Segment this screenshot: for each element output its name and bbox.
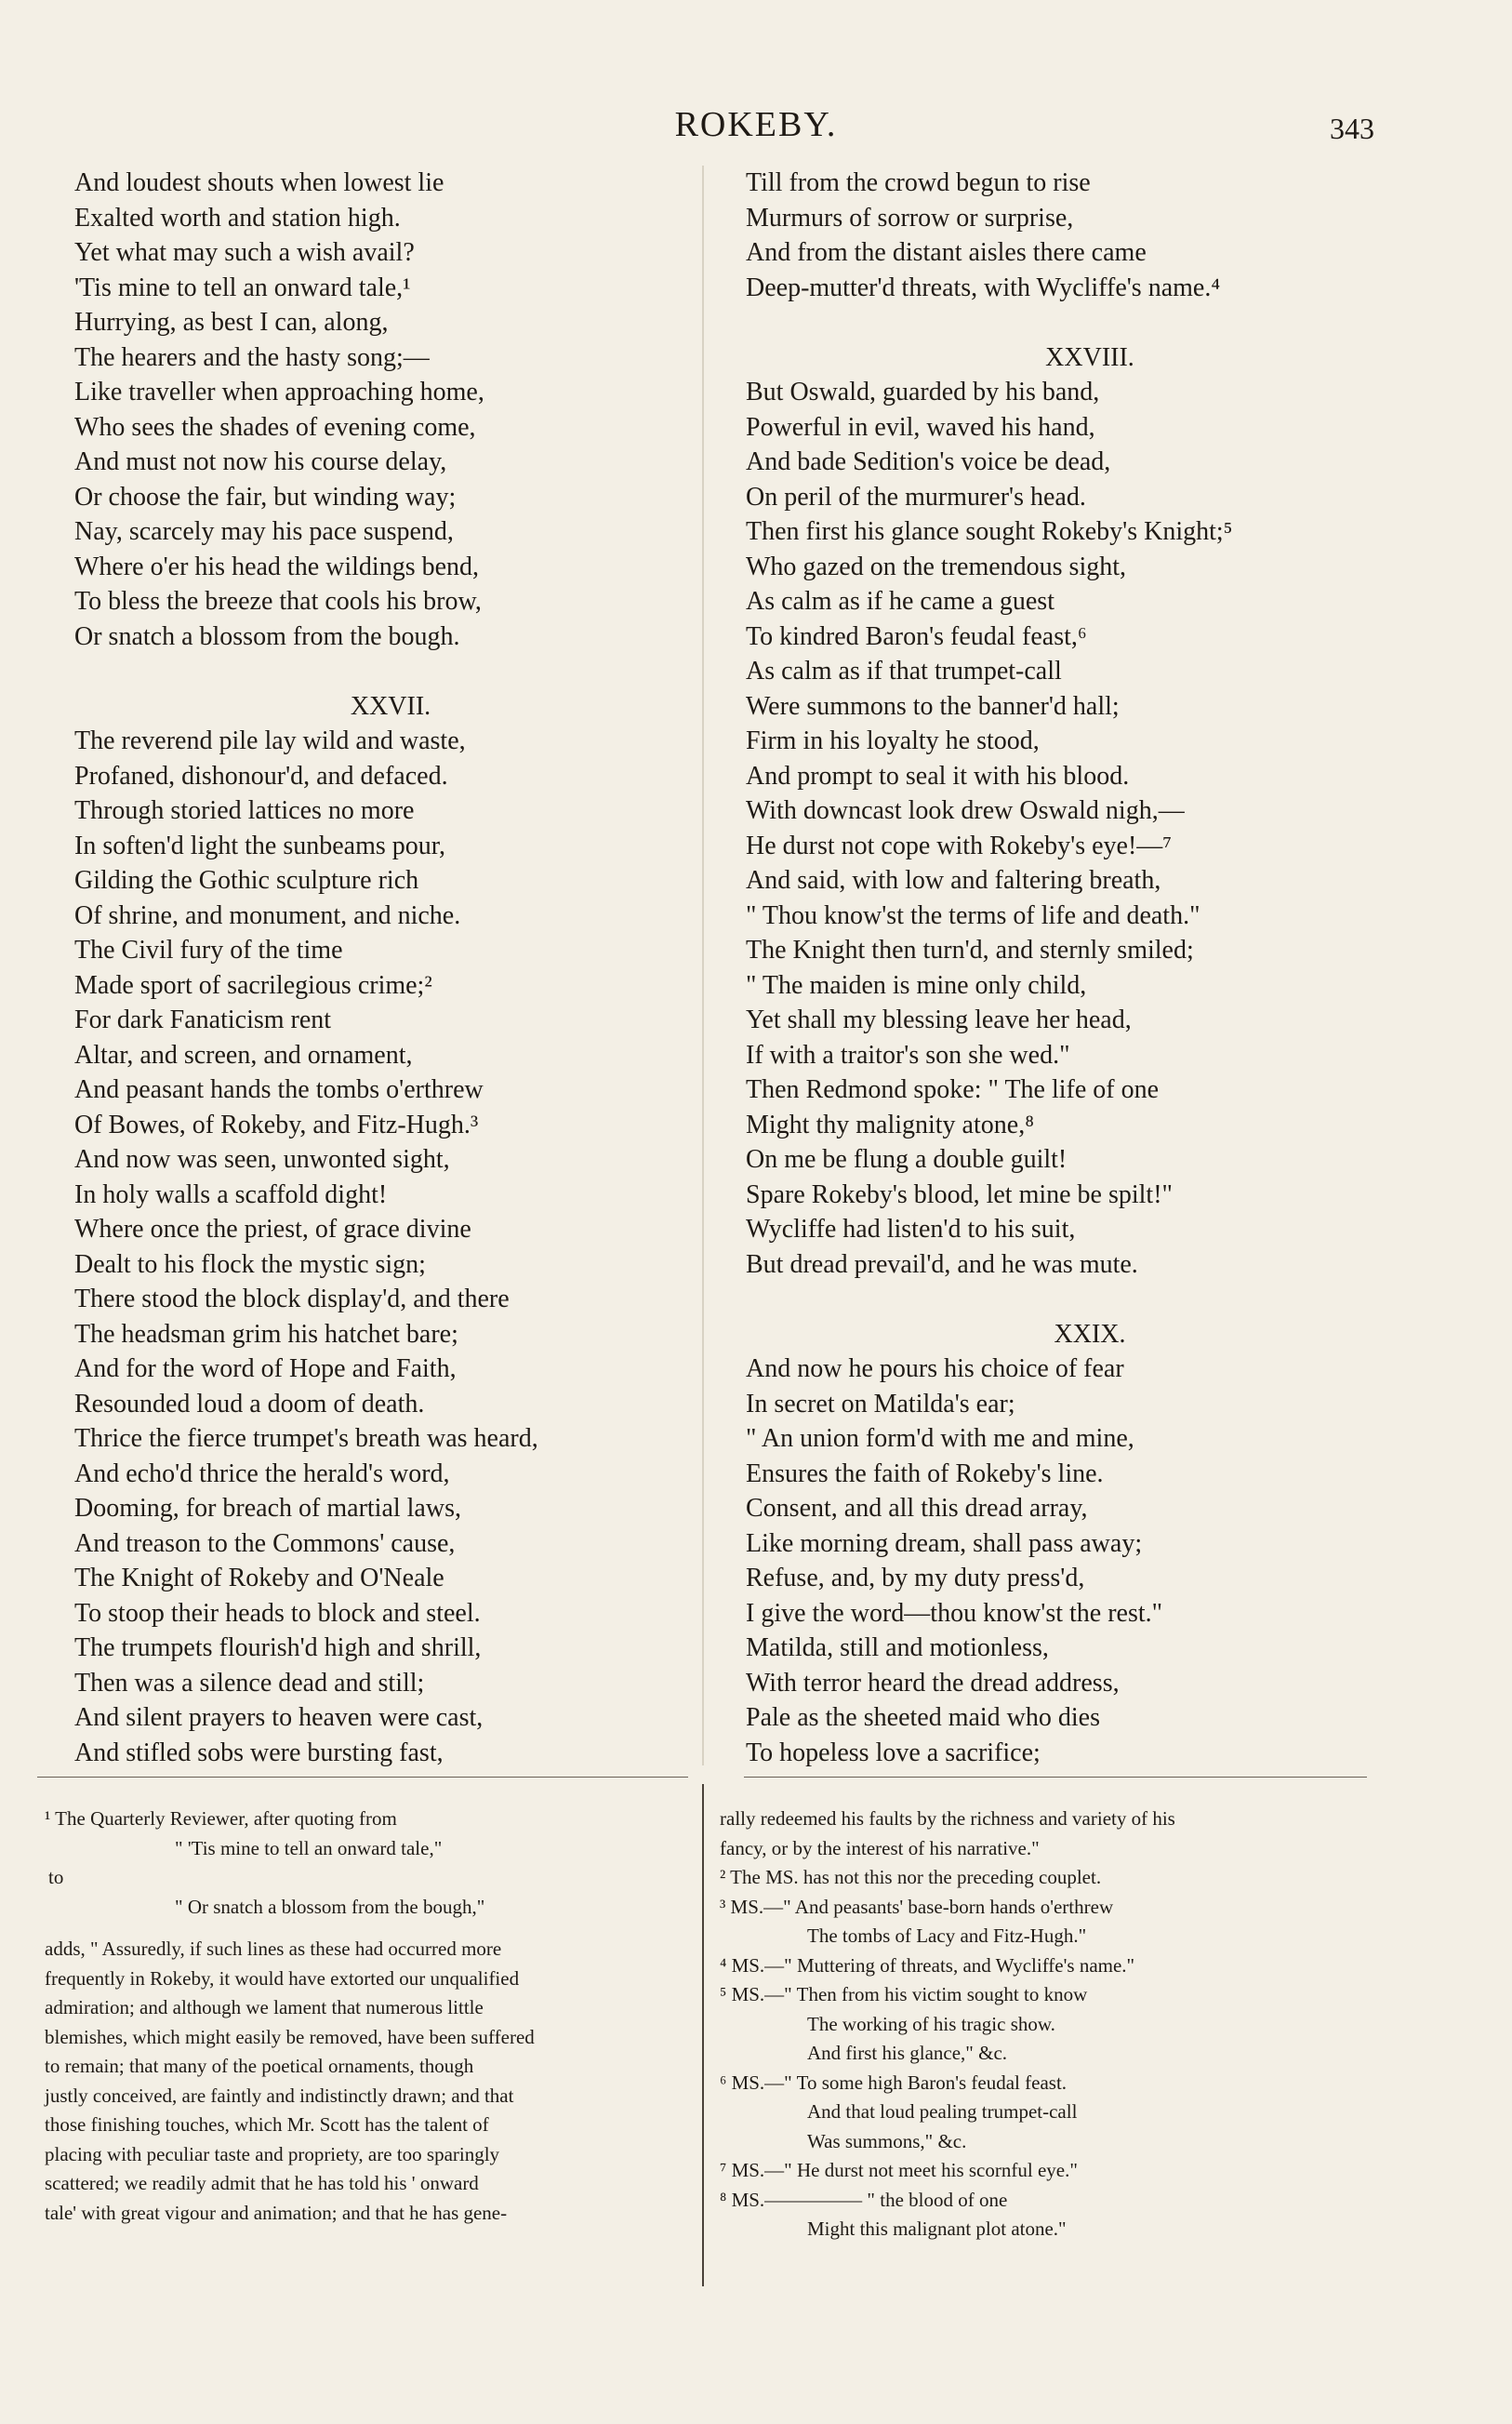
running-head-title: ROKEBY. [674, 105, 838, 144]
footnote-4: ⁴ MS.—" Muttering of threats, and Wycliffe's name." [720, 1953, 1135, 1977]
poem-line: And peasant hands the tombs o'erthrew [74, 1075, 484, 1104]
poem-line: With downcast look drew Oswald nigh,— [746, 796, 1185, 825]
poem-line: Exalted worth and station high. [74, 203, 401, 233]
poem-line: And bade Sedition's voice be dead, [746, 447, 1111, 476]
poem-line: And now was seen, unwonted sight, [74, 1145, 450, 1174]
footnote-7: ⁷ MS.—" He durst not meet his scornful eye." [720, 2159, 1078, 2181]
poem-line: Yet shall my blessing leave her head, [746, 1006, 1132, 1034]
poem-line: Pale as the sheeted maid who dies [746, 1703, 1101, 1732]
footnote-5-cont-1: The working of his tragic show. [807, 2012, 1055, 2035]
poem-line: Profaned, dishonour'd, and defaced. [74, 761, 448, 791]
poem-line: The trumpets flourish'd high and shrill, [74, 1633, 482, 1662]
poem-line: Powerful in evil, waved his hand, [746, 412, 1095, 442]
stanza-heading-xxviii: XXVIII. [1045, 342, 1134, 372]
footnote-5: ⁵ MS.—" Then from his victim sought to know [720, 1983, 1088, 2005]
poem-line: And now he pours his choice of fear [746, 1354, 1124, 1383]
poem-line: Then Redmond spoke: " The life of one [746, 1075, 1160, 1104]
poem-line: Wycliffe had listen'd to his suit, [746, 1215, 1076, 1244]
poem-line: " Thou know'st the terms of life and death." [746, 900, 1200, 930]
footnote-text-line: those finishing touches, which Mr. Scott has the talent of [45, 2113, 489, 2136]
poem-line: Then was a silence dead and still; [74, 1668, 425, 1698]
footnote-6-cont-2: Was summons," &c. [807, 2129, 967, 2152]
footnote-text-line: adds, " Assuredly, if such lines as these had occurred more [45, 1938, 502, 1960]
poem-line: Spare Rokeby's blood, let mine be spilt!" [746, 1179, 1173, 1209]
poem-line: With terror heard the dread address, [746, 1668, 1120, 1698]
footnotes-right [720, 1805, 1408, 2244]
poem-line: And treason to the Commons' cause, [74, 1528, 456, 1558]
left-poem-column [74, 166, 707, 1770]
right-stanza-continuation [746, 166, 1434, 305]
poem-line: Or snatch a blossom from the bough. [74, 621, 460, 651]
poem-line: And said, with low and faltering breath, [746, 866, 1161, 895]
poem-line: In holy walls a scaffold dight! [74, 1179, 388, 1209]
poem-line: Through storied lattices no more [74, 796, 415, 825]
poem-line: Gilding the Gothic sculpture rich [74, 866, 419, 895]
poem-line: Who gazed on the tremendous sight, [746, 552, 1127, 581]
poem-line: Where once the priest, of grace divine [74, 1215, 471, 1244]
poem-line: He durst not cope with Rokeby's eye!—⁷ [746, 831, 1173, 860]
poem-line: Or choose the fair, but winding way; [74, 482, 457, 512]
footnote-text-line: placing with peculiar taste and propriety, are too sparingly [45, 2142, 500, 2165]
poem-line: The headsman grim his hatchet bare; [74, 1319, 458, 1349]
footnote-6-cont-1: And that loud pealing trumpet-call [807, 2100, 1078, 2123]
left-stanza-continuation [74, 166, 707, 654]
footnote-rule-right [744, 1777, 1367, 1778]
stanza-xxix-lines [746, 1352, 1434, 1770]
footnote-text-line: fancy, or by the interest of his narrative." [720, 1836, 1040, 1859]
poem-line: Hurrying, as best I can, along, [74, 308, 389, 337]
poem-line: Made sport of sacrilegious crime;² [74, 970, 432, 1000]
footnote-1-intro: ¹ The Quarterly Reviewer, after quoting from [45, 1807, 397, 1830]
poem-line: As calm as if that trumpet-call [746, 657, 1062, 686]
poem-line: Yet what may such a wish avail? [74, 238, 415, 267]
footnote-text-line: justly conceived, are faintly and indistinctly drawn; and that [45, 2084, 514, 2107]
poem-line: In secret on Matilda's ear; [746, 1389, 1015, 1418]
poem-line: But dread prevail'd, and he was mute. [746, 1249, 1138, 1279]
footnote-2: ² The MS. has not this nor the preceding couplet. [720, 1866, 1102, 1888]
poem-line: Like traveller when approaching home, [74, 378, 484, 406]
footnote-rule-left [37, 1777, 688, 1778]
poem-line: Deep-mutter'd threats, with Wycliffe's name.⁴ [746, 273, 1221, 302]
footnote-1-continuation [720, 1805, 1408, 1863]
poem-line: Then first his glance sought Rokeby's Knight;⁵ [746, 517, 1233, 546]
footnote-5-cont-2: And first his glance," &c. [807, 2042, 1008, 2064]
footnote-text-line: blemishes, which might easily be removed, have been suffered [45, 2025, 535, 2048]
poem-line: The Knight then turn'd, and sternly smiled; [746, 936, 1194, 965]
poem-line: Matilda, still and motionless, [746, 1633, 1049, 1662]
poem-line: " The maiden is mine only child, [746, 970, 1087, 1000]
poem-line: The reverend pile lay wild and waste, [74, 726, 466, 755]
poem-line: To kindred Baron's feudal feast,⁶ [746, 621, 1087, 651]
poem-line: To hopeless love a sacrifice; [746, 1738, 1041, 1767]
poem-line: Like morning dream, shall pass away; [746, 1528, 1143, 1558]
poem-line: Who sees the shades of evening come, [74, 412, 476, 442]
poem-line: 'Tis mine to tell an onward tale,¹ [74, 273, 411, 302]
footnote-text-line: frequently in Rokeby, it would have extorted our unqualified [45, 1966, 520, 1990]
footnote-text-line: rally redeemed his faults by the richness and variety of his [720, 1807, 1175, 1830]
footnote-8: ⁸ MS.————— " the blood of one [720, 2188, 1008, 2211]
footnote-divider [702, 1784, 704, 2286]
poem-line: Were summons to the banner'd hall; [746, 691, 1120, 721]
footnote-1-paragraph [45, 1935, 690, 2228]
stanza-xxviii-lines [746, 375, 1434, 1282]
poem-line: The Knight of Rokeby and O'Neale [74, 1564, 444, 1592]
poem-line: In soften'd light the sunbeams pour, [74, 831, 445, 860]
poem-line: And stifled sobs were bursting fast, [74, 1738, 444, 1767]
poem-line: To bless the breeze that cools his brow, [74, 587, 482, 616]
poem-line: Nay, scarcely may his pace suspend, [74, 517, 454, 546]
poem-line: For dark Fanaticism rent [74, 1006, 332, 1034]
poem-line: Might thy malignity atone,⁸ [746, 1110, 1034, 1139]
poem-line: Ensures the faith of Rokeby's line. [746, 1458, 1104, 1488]
poem-line: And for the word of Hope and Faith, [74, 1354, 457, 1383]
footnote-1-to: to [48, 1866, 64, 1888]
footnote-text-line: scattered; we readily admit that he has told his ' onward [45, 2172, 479, 2194]
poem-line: Consent, and all this dread array, [746, 1494, 1088, 1523]
poem-line: Murmurs of sorrow or surprise, [746, 203, 1074, 233]
poem-line: Dealt to his flock the mystic sign; [74, 1249, 426, 1279]
poem-line: Resounded loud a doom of death. [74, 1389, 425, 1418]
poem-line: On peril of the murmurer's head. [746, 482, 1086, 512]
poem-line: If with a traitor's son she wed." [746, 1040, 1070, 1070]
footnote-3: ³ MS.—" And peasants' base-born hands o'erthrew [720, 1895, 1114, 1918]
poem-line: Thrice the fierce trumpet's breath was heard, [74, 1424, 538, 1453]
stanza-xxvii-lines [74, 724, 707, 1770]
stanza-heading-xxvii: XXVII. [350, 691, 431, 721]
poem-line: And from the distant aisles there came [746, 238, 1147, 267]
column-divider [702, 166, 704, 1765]
poem-line: The hearers and the hasty song;— [74, 342, 430, 372]
poem-line: Where o'er his head the wildings bend, [74, 552, 480, 581]
poem-line: Till from the crowd begun to rise [746, 168, 1091, 197]
page-number: 343 [1330, 112, 1374, 145]
footnote-8-cont: Might this malignant plot atone." [807, 2218, 1067, 2240]
poem-line: Firm in his loyalty he stood, [746, 726, 1040, 755]
poem-line: Dooming, for breach of martial laws, [74, 1494, 461, 1523]
poem-line: Of Bowes, of Rokeby, and Fitz-Hugh.³ [74, 1110, 479, 1139]
footnote-1-quote-2: " Or snatch a blossom from the bough," [175, 1895, 485, 1918]
poem-line: Altar, and screen, and ornament, [74, 1040, 413, 1070]
poem-line: Refuse, and, by my duty press'd, [746, 1564, 1085, 1592]
poem-line: There stood the block display'd, and there [74, 1285, 510, 1313]
footnote-1-quote-1: " 'Tis mine to tell an onward tale," [175, 1836, 443, 1859]
footnotes-left [45, 1805, 690, 2228]
poem-line: To stoop their heads to block and steel. [74, 1598, 481, 1628]
poem-line: And must not now his course delay, [74, 447, 447, 476]
poem-line: And prompt to seal it with his blood. [746, 761, 1130, 791]
footnote-text-line: tale' with great vigour and animation; and that he has gene- [45, 2201, 508, 2224]
footnote-text-line: admiration; and although we lament that numerous little [45, 1996, 484, 2018]
poem-line: And echo'd thrice the herald's word, [74, 1458, 450, 1488]
stanza-heading-xxix: XXIX. [1054, 1319, 1126, 1349]
poem-line: And loudest shouts when lowest lie [74, 168, 444, 197]
poem-line: I give the word—thou know'st the rest." [746, 1598, 1163, 1628]
poem-line: And silent prayers to heaven were cast, [74, 1703, 484, 1732]
poem-line: On me be flung a double guilt! [746, 1145, 1068, 1174]
poem-line: But Oswald, guarded by his band, [746, 378, 1100, 406]
right-poem-column [746, 166, 1434, 1770]
footnote-6: ⁶ MS.—" To some high Baron's feudal feast. [720, 2071, 1068, 2094]
poem-line: As calm as if he came a guest [746, 587, 1054, 616]
footnote-text-line: to remain; that many of the poetical ornaments, though [45, 2055, 474, 2077]
poem-line: The Civil fury of the time [74, 936, 343, 965]
poem-line: " An union form'd with me and mine, [746, 1424, 1134, 1453]
poem-line: Of shrine, and monument, and niche. [74, 900, 461, 930]
footnote-3-cont: The tombs of Lacy and Fitz-Hugh." [807, 1925, 1087, 1947]
